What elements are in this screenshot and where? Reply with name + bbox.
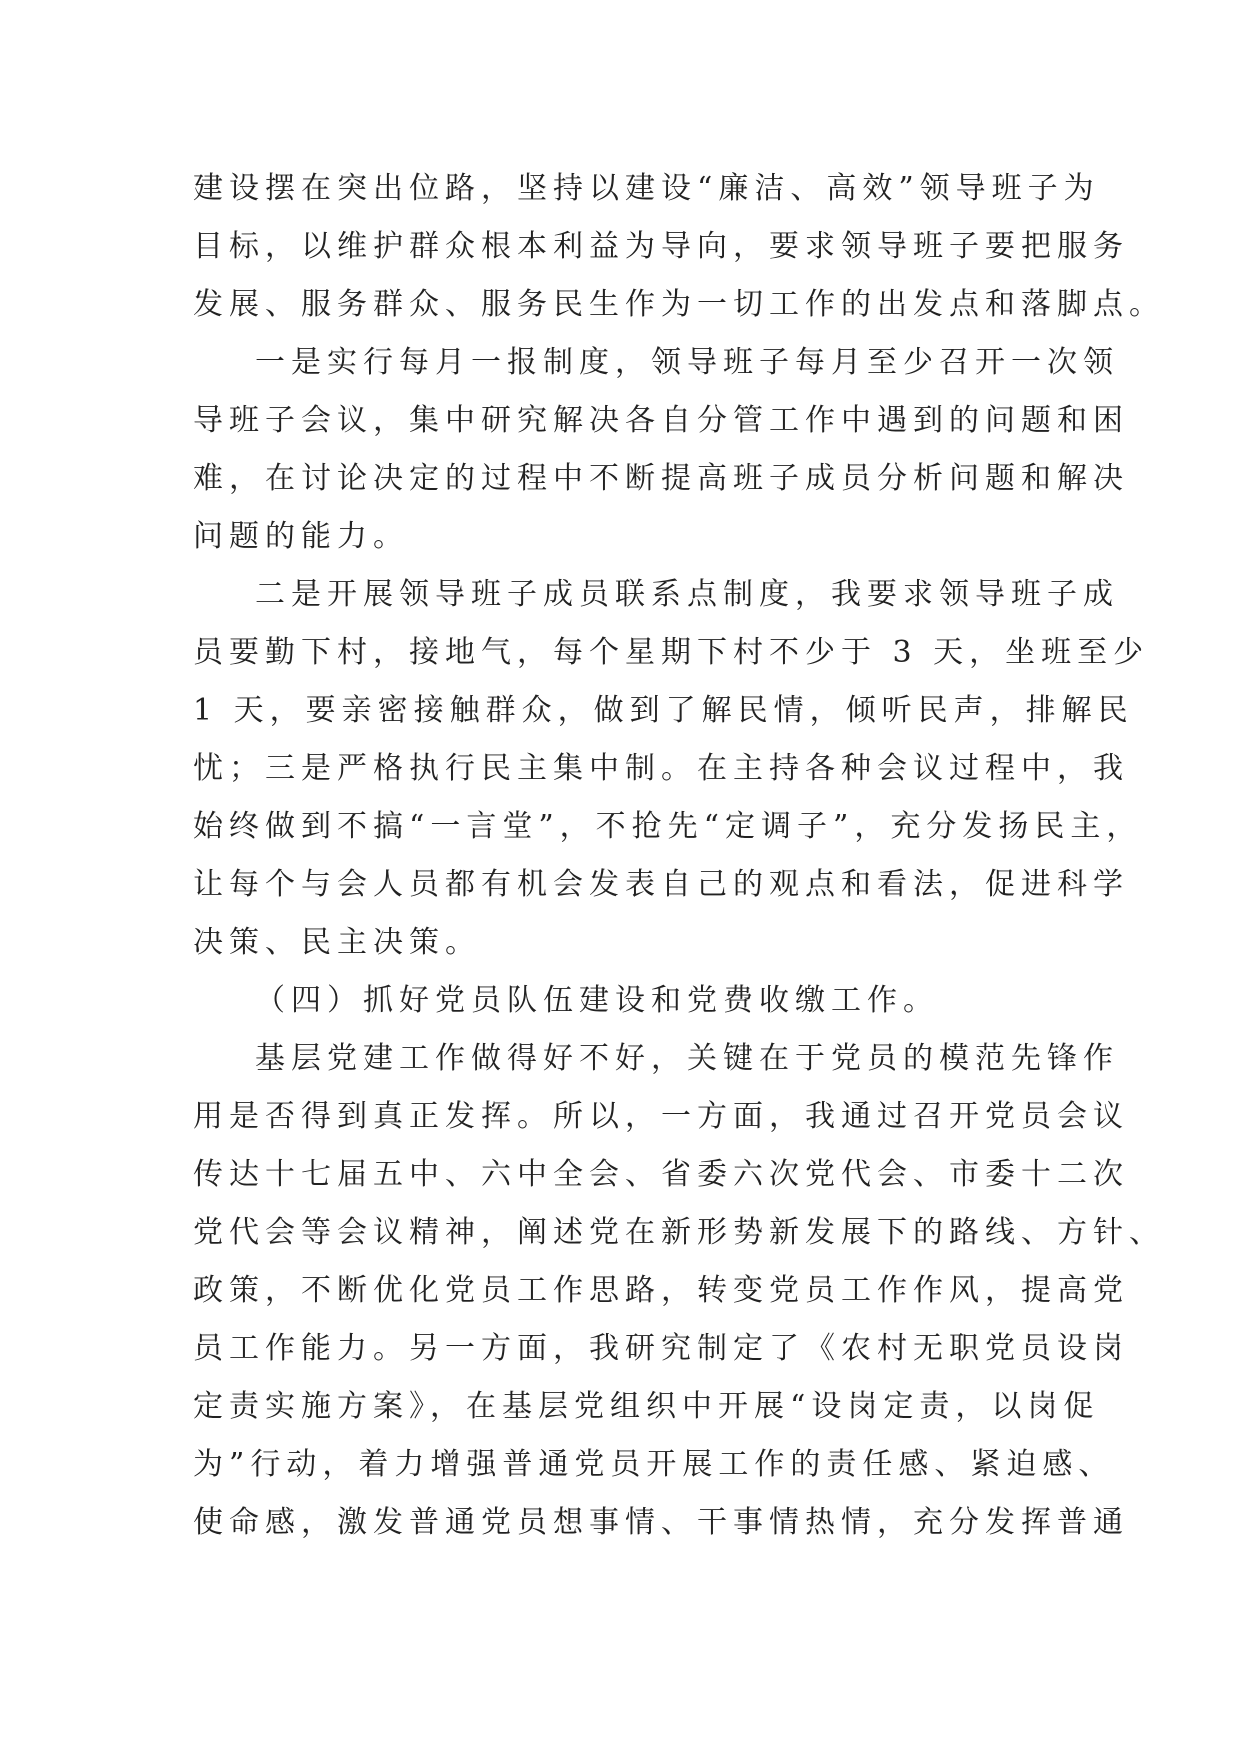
- text-line: 忧；三是严格执行民主集中制。在主持各种会议过程中，我: [193, 751, 1129, 786]
- text-line: 定责实施方案》，在基层党组织中开展“设岗定责，以岗促: [193, 1389, 1100, 1424]
- text-line: 问题的能力。: [193, 519, 409, 554]
- paragraph-start-line: 二是开展领导班子成员联系点制度，我要求领导班子成: [255, 577, 1119, 612]
- text-line: 建设摆在突出位路，坚持以建设“廉洁、高效”领导班子为: [193, 171, 1100, 206]
- text-line: 员要勤下村，接地气，每个星期下村不少于 3 天，坐班至少: [193, 635, 1150, 670]
- text-line: 传达十七届五中、六中全会、省委六次党代会、市委十二次: [193, 1157, 1129, 1192]
- text-line: 导班子会议，集中研究解决各自分管工作中遇到的问题和困: [193, 403, 1129, 438]
- paragraph-start-line: 基层党建工作做得好不好，关键在于党员的模范先锋作: [255, 1041, 1119, 1076]
- text-line: 党代会等会议精神，阐述党在新形势新发展下的路线、方针、: [193, 1215, 1165, 1250]
- text-line: 始终做到不搞“一言堂”，不抢先“定调子”，充分发扬民主，: [193, 809, 1143, 844]
- text-line: 决策、民主决策。: [193, 925, 481, 960]
- text-line: 目标，以维护群众根本利益为导向，要求领导班子要把服务: [193, 229, 1129, 264]
- text-line: 1 天，要亲密接触群众，做到了解民情，倾听民声，排解民: [193, 693, 1134, 728]
- text-line: 让每个与会人员都有机会发表自己的观点和看法，促进科学: [193, 867, 1129, 902]
- text-line: 发展、服务群众、服务民生作为一切工作的出发点和落脚点。: [193, 287, 1165, 322]
- text-line: 使命感，激发普通党员想事情、干事情热情，充分发挥普通: [193, 1505, 1129, 1540]
- document-body: [193, 160, 1165, 1552]
- text-line: 用是否得到真正发挥。所以，一方面，我通过召开党员会议: [193, 1099, 1129, 1134]
- section-heading: （四）抓好党员队伍建设和党费收缴工作。: [255, 983, 939, 1018]
- text-line: 为”行动，着力增强普通党员开展工作的责任感、紧迫感、: [193, 1447, 1115, 1482]
- text-line: 政策，不断优化党员工作思路，转变党员工作作风，提高党: [193, 1273, 1129, 1308]
- paragraph-start-line: 一是实行每月一报制度，领导班子每月至少召开一次领: [255, 345, 1119, 380]
- text-line: 难，在讨论决定的过程中不断提高班子成员分析问题和解决: [193, 461, 1129, 496]
- text-line: 员工作能力。另一方面，我研究制定了《农村无职党员设岗: [193, 1331, 1129, 1366]
